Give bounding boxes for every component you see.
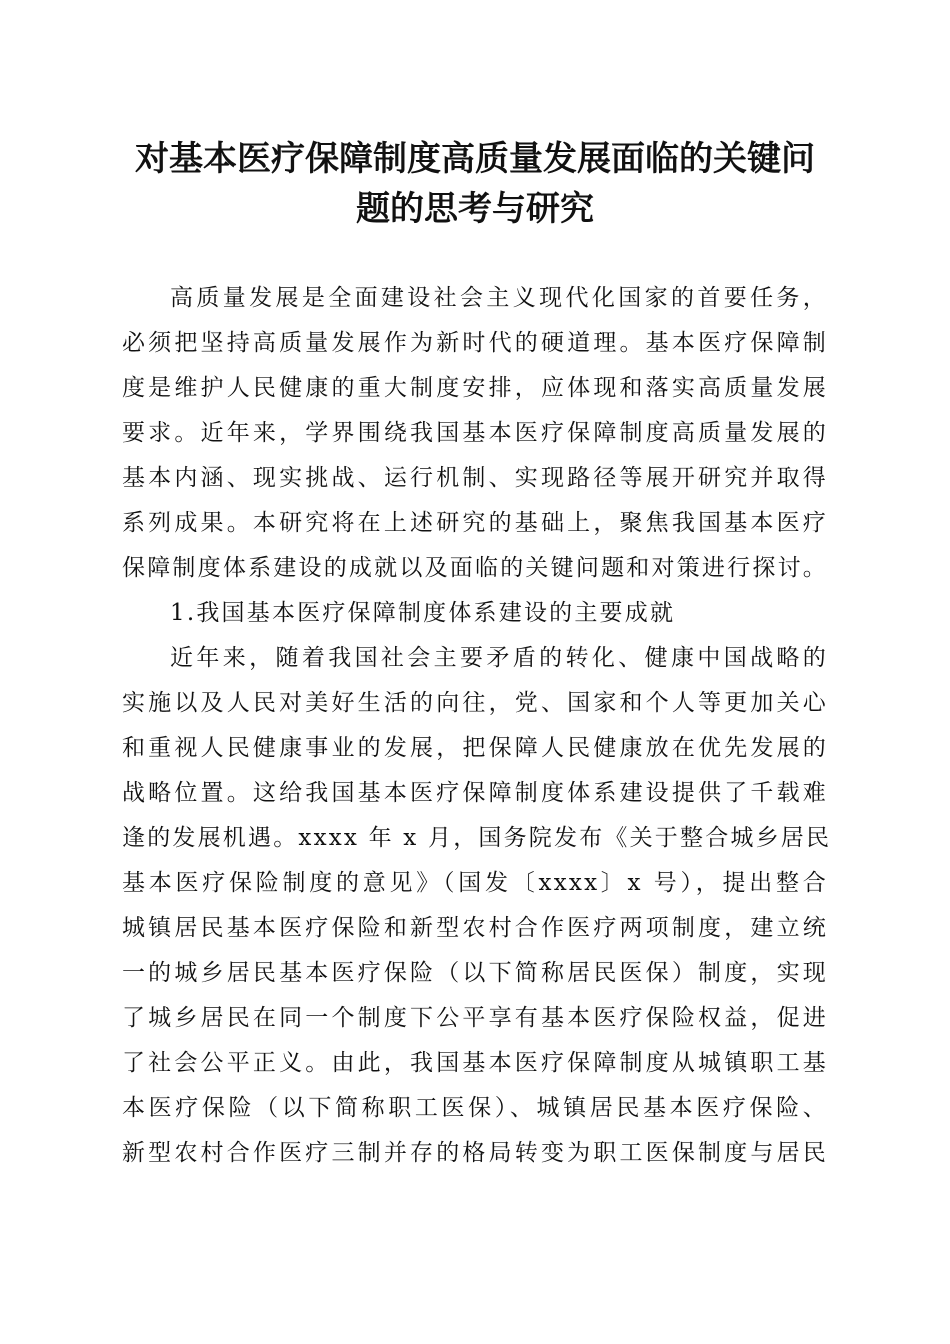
paragraph-line: 战略位置。这给我国基本医疗保障制度体系建设提供了千载难 [122,780,828,806]
paragraph-line: 实施以及人民对美好生活的向往，党、国家和个人等更加关心 [122,690,828,716]
document-body [122,276,832,1176]
paragraph-line: 系列成果。本研究将在上述研究的基础上，聚焦我国基本医疗 [122,510,828,536]
paragraph-line: 度是维护人民健康的重大制度安排，应体现和落实高质量发展 [122,375,828,401]
document-title [110,134,840,234]
paragraph-line: 了城乡居民在同一个制度下公平享有基本医疗保险权益，促进 [122,1005,828,1031]
paragraph-line: 保障制度体系建设的成就以及面临的关键问题和对策进行探讨。 [122,555,828,581]
paragraph-line: 要求。近年来，学界围绕我国基本医疗保障制度高质量发展的 [122,420,828,446]
section-heading: 1.我国基本医疗保障制度体系建设的主要成就 [170,600,676,626]
paragraph-achievements [122,636,832,1176]
paragraph-line: 一的城乡居民基本医疗保险（以下简称居民医保）制度，实现 [122,960,828,986]
paragraph-line: 本医疗保险（以下简称职工医保）、城镇居民基本医疗保险、 [122,1095,828,1121]
paragraph-line: 必须把坚持高质量发展作为新时代的硬道理。基本医疗保障制 [122,330,828,356]
paragraph-intro [122,276,828,591]
paragraph-line: 近年来，随着我国社会主要矛盾的转化、健康中国战略的 [170,645,828,671]
paragraph-line: 逢的发展机遇。xxxx 年 x 月，国务院发布《关于整合城乡居民 [122,825,832,851]
paragraph-line: 了社会公平正义。由此，我国基本医疗保障制度从城镇职工基 [122,1050,828,1076]
paragraph-line: 基本医疗保险制度的意见》（国发〔xxxx〕x 号），提出整合 [122,870,828,896]
paragraph-line: 高质量发展是全面建设社会主义现代化国家的首要任务， [170,285,828,311]
title-line-1: 对基本医疗保障制度高质量发展面临的关键问 [135,139,815,179]
title-line-2: 题的思考与研究 [356,189,594,229]
paragraph-line: 新型农村合作医疗三制并存的格局转变为职工医保制度与居民 [122,1140,828,1166]
paragraph-line: 基本内涵、现实挑战、运行机制、实现路径等展开研究并取得 [122,465,828,491]
paragraph-line: 城镇居民基本医疗保险和新型农村合作医疗两项制度，建立统 [122,915,828,941]
paragraph-line: 和重视人民健康事业的发展，把保障人民健康放在优先发展的 [122,735,828,761]
